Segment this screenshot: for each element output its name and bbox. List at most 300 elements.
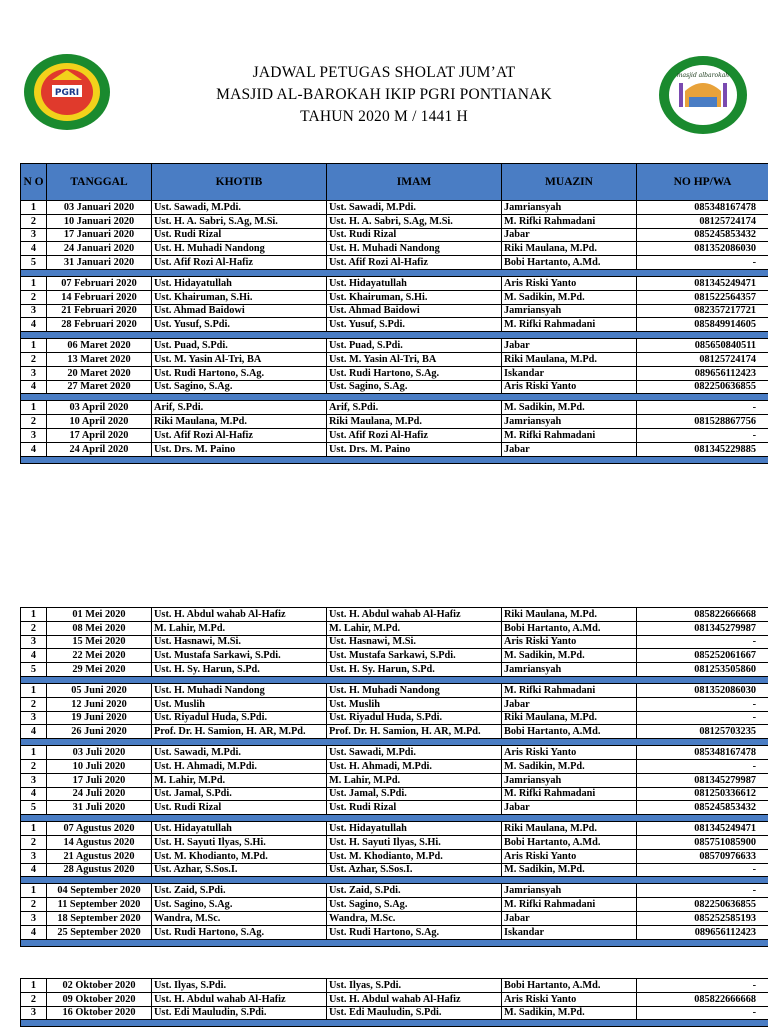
cell-tanggal: 19 Juni 2020 — [47, 711, 152, 725]
cell-khotib: Ust. Ilyas, S.Pdi. — [152, 979, 327, 993]
cell-no-hp: 08125703235 — [637, 725, 768, 739]
cell-khotib: M. Lahir, M.Pd. — [152, 773, 327, 787]
cell-muazin: M. Sadikin, M.Pd. — [502, 401, 637, 415]
table-row — [21, 415, 768, 429]
cell-imam: Ust. Mustafa Sarkawi, S.Pdi. — [327, 649, 502, 663]
cell-imam: Ust. Hidayatullah — [327, 822, 502, 836]
table-row — [21, 863, 768, 877]
cell-imam: Ust. H. Abdul wahab Al-Hafiz — [327, 608, 502, 622]
cell-muazin: Jabar — [502, 339, 637, 353]
cell-muazin: M. Rifki Rahmadani — [502, 318, 637, 332]
table-row — [21, 242, 768, 256]
cell-no: 3 — [21, 228, 47, 242]
cell-no-hp: - — [637, 884, 768, 898]
cell-tanggal: 14 Agustus 2020 — [47, 835, 152, 849]
table-row — [21, 992, 768, 1006]
cell-no: 1 — [21, 608, 47, 622]
month-separator — [21, 939, 768, 946]
cell-muazin: Jamriansyah — [502, 201, 637, 215]
cell-khotib: Ust. H. Muhadi Nandong — [152, 242, 327, 256]
cell-no-hp: 08125724174 — [637, 214, 768, 228]
cell-khotib: Ust. H. Ahmadi, M.Pdi. — [152, 759, 327, 773]
cell-muazin: Aris Riski Yanto — [502, 992, 637, 1006]
cell-no-hp: 081345229885 — [637, 442, 768, 456]
cell-no: 4 — [21, 380, 47, 394]
cell-muazin: M. Sadikin, M.Pd. — [502, 649, 637, 663]
cell-tanggal: 25 September 2020 — [47, 925, 152, 939]
cell-no-hp: 081253505860 — [637, 663, 768, 677]
table-row — [21, 822, 768, 836]
cell-tanggal: 10 April 2020 — [47, 415, 152, 429]
cell-imam: Ust. Rudi Rizal — [327, 228, 502, 242]
cell-tanggal: 03 Januari 2020 — [47, 201, 152, 215]
cell-khotib: Ust. Afif Rozi Al-Hafiz — [152, 428, 327, 442]
cell-imam: Ust. H. A. Sabri, S.Ag, M.Si. — [327, 214, 502, 228]
cell-imam: Ust. M. Yasin Al-Tri, BA — [327, 352, 502, 366]
table-row — [21, 849, 768, 863]
cell-no: 3 — [21, 911, 47, 925]
column-header-muazin: MUAZIN — [502, 164, 637, 201]
cell-no-hp: - — [637, 759, 768, 773]
cell-tanggal: 08 Mei 2020 — [47, 621, 152, 635]
cell-tanggal: 11 September 2020 — [47, 898, 152, 912]
cell-muazin: M. Sadikin, M.Pd. — [502, 1006, 637, 1020]
table-row — [21, 663, 768, 677]
table-row — [21, 290, 768, 304]
cell-no: 1 — [21, 746, 47, 760]
cell-muazin: Aris Riski Yanto — [502, 746, 637, 760]
cell-khotib: Ust. Riyadul Huda, S.Pdi. — [152, 711, 327, 725]
cell-no-hp: 085751085900 — [637, 835, 768, 849]
table-row — [21, 621, 768, 635]
cell-no: 3 — [21, 366, 47, 380]
cell-no-hp: - — [637, 256, 768, 270]
cell-tanggal: 15 Mei 2020 — [47, 635, 152, 649]
cell-tanggal: 16 Oktober 2020 — [47, 1006, 152, 1020]
table-row — [21, 339, 768, 353]
cell-no-hp: 081352086030 — [637, 242, 768, 256]
cell-imam: Ust. H. Sayuti Ilyas, S.Hi. — [327, 835, 502, 849]
cell-no: 3 — [21, 428, 47, 442]
cell-no-hp: 081345249471 — [637, 276, 768, 290]
table-row — [21, 276, 768, 290]
cell-no: 5 — [21, 801, 47, 815]
cell-no-hp: 082250636855 — [637, 898, 768, 912]
cell-no: 2 — [21, 621, 47, 635]
cell-imam: Ust. Afif Rozi Al-Hafiz — [327, 256, 502, 270]
cell-no-hp: 081345279987 — [637, 773, 768, 787]
cell-tanggal: 31 Juli 2020 — [47, 801, 152, 815]
table-row — [21, 214, 768, 228]
cell-imam: Ust. Ahmad Baidowi — [327, 304, 502, 318]
table-row — [21, 608, 768, 622]
cell-imam: Ust. Drs. M. Paino — [327, 442, 502, 456]
cell-no-hp: 081345249471 — [637, 822, 768, 836]
cell-muazin: Riki Maulana, M.Pd. — [502, 242, 637, 256]
cell-no-hp: 085252061667 — [637, 649, 768, 663]
cell-khotib: Ust. Jamal, S.Pdi. — [152, 787, 327, 801]
cell-imam: Ust. Hasnawi, M.Si. — [327, 635, 502, 649]
cell-khotib: Ust. H. Abdul wahab Al-Hafiz — [152, 608, 327, 622]
cell-tanggal: 24 April 2020 — [47, 442, 152, 456]
cell-imam: Ust. Sawadi, M.Pdi. — [327, 201, 502, 215]
cell-khotib: Ust. H. Abdul wahab Al-Hafiz — [152, 992, 327, 1006]
cell-no: 1 — [21, 201, 47, 215]
cell-no: 2 — [21, 835, 47, 849]
cell-imam: M. Lahir, M.Pd. — [327, 621, 502, 635]
cell-khotib: Ust. Zaid, S.Pdi. — [152, 884, 327, 898]
cell-no-hp: 085245853432 — [637, 801, 768, 815]
column-header-khotib: KHOTIB — [152, 164, 327, 201]
cell-no-hp: - — [637, 697, 768, 711]
cell-tanggal: 24 Juli 2020 — [47, 787, 152, 801]
cell-khotib: Ust. Sawadi, M.Pdi. — [152, 201, 327, 215]
cell-muazin: Iskandar — [502, 925, 637, 939]
separator-bar — [21, 269, 768, 276]
cell-tanggal: 14 Februari 2020 — [47, 290, 152, 304]
cell-imam: Ust. Hidayatullah — [327, 276, 502, 290]
cell-muazin: Jamriansyah — [502, 773, 637, 787]
cell-no: 4 — [21, 863, 47, 877]
cell-imam: Ust. Azhar, S.Sos.I. — [327, 863, 502, 877]
cell-no: 4 — [21, 725, 47, 739]
cell-muazin: Bobi Hartanto, A.Md. — [502, 621, 637, 635]
cell-khotib: Ust. Ahmad Baidowi — [152, 304, 327, 318]
cell-no: 4 — [21, 242, 47, 256]
cell-no-hp: - — [637, 863, 768, 877]
cell-muazin: Riki Maulana, M.Pd. — [502, 608, 637, 622]
cell-no: 4 — [21, 649, 47, 663]
table-row — [21, 1006, 768, 1020]
cell-no-hp: - — [637, 635, 768, 649]
cell-imam: Ust. Zaid, S.Pdi. — [327, 884, 502, 898]
cell-no-hp: - — [637, 428, 768, 442]
cell-no: 5 — [21, 256, 47, 270]
cell-khotib: Ust. Rudi Rizal — [152, 228, 327, 242]
cell-khotib: Ust. Drs. M. Paino — [152, 442, 327, 456]
cell-khotib: Ust. M. Yasin Al-Tri, BA — [152, 352, 327, 366]
table-row — [21, 380, 768, 394]
table-row — [21, 746, 768, 760]
cell-khotib: Ust. Sagino, S.Ag. — [152, 898, 327, 912]
cell-khotib: Ust. H. A. Sabri, S.Ag, M.Si. — [152, 214, 327, 228]
cell-khotib: Riki Maulana, M.Pd. — [152, 415, 327, 429]
cell-khotib: Ust. M. Khodianto, M.Pd. — [152, 849, 327, 863]
separator-bar — [21, 332, 768, 339]
cell-tanggal: 17 Januari 2020 — [47, 228, 152, 242]
cell-no-hp: 085822666668 — [637, 992, 768, 1006]
table-body — [21, 201, 768, 464]
cell-imam: M. Lahir, M.Pd. — [327, 773, 502, 787]
cell-khotib: Ust. Puad, S.Pdi. — [152, 339, 327, 353]
cell-no: 1 — [21, 276, 47, 290]
cell-no-hp: 085849914605 — [637, 318, 768, 332]
cell-imam: Ust. H. Muhadi Nandong — [327, 683, 502, 697]
cell-khotib: Ust. Hidayatullah — [152, 822, 327, 836]
cell-khotib: Ust. Mustafa Sarkawi, S.Pdi. — [152, 649, 327, 663]
separator-bar — [21, 815, 768, 822]
cell-no: 3 — [21, 635, 47, 649]
cell-muazin: Jamriansyah — [502, 663, 637, 677]
cell-imam: Ust. Rudi Hartono, S.Ag. — [327, 366, 502, 380]
table-row — [21, 979, 768, 993]
cell-imam: Ust. H. Abdul wahab Al-Hafiz — [327, 992, 502, 1006]
svg-text:PGRI: PGRI — [55, 88, 79, 98]
cell-imam: Ust. Khairuman, S.Hi. — [327, 290, 502, 304]
cell-no-hp: 082250636855 — [637, 380, 768, 394]
cell-no: 2 — [21, 992, 47, 1006]
cell-no: 2 — [21, 898, 47, 912]
table-row — [21, 442, 768, 456]
cell-tanggal: 21 Februari 2020 — [47, 304, 152, 318]
ikip-pgri-logo — [22, 52, 112, 132]
separator-bar — [21, 676, 768, 683]
cell-khotib: Ust. H. Sayuti Ilyas, S.Hi. — [152, 835, 327, 849]
cell-tanggal: 17 April 2020 — [47, 428, 152, 442]
cell-imam: Ust. H. Sy. Harun, S.Pd. — [327, 663, 502, 677]
cell-no-hp: - — [637, 401, 768, 415]
cell-no-hp: 08570976633 — [637, 849, 768, 863]
table-body — [21, 979, 768, 1027]
cell-tanggal: 10 Juli 2020 — [47, 759, 152, 773]
cell-no-hp: 085348167478 — [637, 201, 768, 215]
cell-no: 3 — [21, 304, 47, 318]
cell-no: 1 — [21, 339, 47, 353]
cell-khotib: M. Lahir, M.Pd. — [152, 621, 327, 635]
month-separator — [21, 456, 768, 463]
cell-no: 4 — [21, 925, 47, 939]
cell-no-hp: 081528867756 — [637, 415, 768, 429]
month-separator — [21, 332, 768, 339]
cell-tanggal: 28 Februari 2020 — [47, 318, 152, 332]
cell-imam: Wandra, M.Sc. — [327, 911, 502, 925]
cell-khotib: Ust. Afif Rozi Al-Hafiz — [152, 256, 327, 270]
cell-muazin: Jabar — [502, 911, 637, 925]
cell-khotib: Ust. H. Muhadi Nandong — [152, 683, 327, 697]
month-separator — [21, 394, 768, 401]
cell-muazin: M. Rifki Rahmadani — [502, 683, 637, 697]
document-header — [0, 0, 768, 150]
cell-tanggal: 18 September 2020 — [47, 911, 152, 925]
cell-no-hp: 081352086030 — [637, 683, 768, 697]
cell-khotib: Ust. Hidayatullah — [152, 276, 327, 290]
cell-no: 1 — [21, 979, 47, 993]
cell-no-hp: 082357217721 — [637, 304, 768, 318]
cell-imam: Ust. H. Ahmadi, M.Pdi. — [327, 759, 502, 773]
cell-tanggal: 07 Februari 2020 — [47, 276, 152, 290]
separator-bar — [21, 939, 768, 946]
cell-muazin: M. Rifki Rahmadani — [502, 214, 637, 228]
cell-tanggal: 06 Maret 2020 — [47, 339, 152, 353]
column-header-no-hp: NO HP/WA — [637, 164, 768, 201]
table-row — [21, 401, 768, 415]
cell-no-hp: 085650840511 — [637, 339, 768, 353]
table-row — [21, 366, 768, 380]
schedule-table-okt — [20, 978, 768, 1027]
table-row — [21, 318, 768, 332]
cell-muazin: Iskandar — [502, 366, 637, 380]
cell-tanggal: 31 Januari 2020 — [47, 256, 152, 270]
cell-no: 2 — [21, 352, 47, 366]
cell-tanggal: 10 Januari 2020 — [47, 214, 152, 228]
month-separator — [21, 269, 768, 276]
table-row — [21, 352, 768, 366]
schedule-table-mei-sep — [20, 607, 768, 947]
month-separator — [21, 815, 768, 822]
cell-imam: Ust. H. Muhadi Nandong — [327, 242, 502, 256]
cell-imam: Ust. Rudi Rizal — [327, 801, 502, 815]
cell-khotib: Ust. Edi Mauludin, S.Pdi. — [152, 1006, 327, 1020]
cell-tanggal: 20 Maret 2020 — [47, 366, 152, 380]
cell-imam: Ust. Sagino, S.Ag. — [327, 898, 502, 912]
cell-khotib: Ust. Yusuf, S.Pdi. — [152, 318, 327, 332]
cell-no-hp: 08125724174 — [637, 352, 768, 366]
separator-bar — [21, 1020, 768, 1027]
cell-muazin: M. Sadikin, M.Pd. — [502, 863, 637, 877]
table-row — [21, 428, 768, 442]
cell-muazin: Jamriansyah — [502, 415, 637, 429]
cell-tanggal: 29 Mei 2020 — [47, 663, 152, 677]
cell-imam: Ust. Jamal, S.Pdi. — [327, 787, 502, 801]
cell-no-hp: - — [637, 711, 768, 725]
cell-muazin: M. Rifki Rahmadani — [502, 787, 637, 801]
cell-muazin: Riki Maulana, M.Pd. — [502, 711, 637, 725]
cell-no: 5 — [21, 663, 47, 677]
cell-no: 1 — [21, 822, 47, 836]
cell-imam: Ust. Sawadi, M.Pdi. — [327, 746, 502, 760]
cell-tanggal: 03 April 2020 — [47, 401, 152, 415]
table-row — [21, 304, 768, 318]
column-header-no: N O — [21, 164, 47, 201]
cell-tanggal: 07 Agustus 2020 — [47, 822, 152, 836]
cell-no: 2 — [21, 290, 47, 304]
cell-muazin: Bobi Hartanto, A.Md. — [502, 979, 637, 993]
cell-imam: Ust. Rudi Hartono, S.Ag. — [327, 925, 502, 939]
cell-no-hp: 081522564357 — [637, 290, 768, 304]
cell-no-hp: 085348167478 — [637, 746, 768, 760]
separator-bar — [21, 456, 768, 463]
cell-no: 2 — [21, 697, 47, 711]
cell-no-hp: 085822666668 — [637, 608, 768, 622]
title-line-2: MASJID AL-BAROKAH IKIP PGRI PONTIANAK — [150, 86, 618, 104]
table-row — [21, 787, 768, 801]
month-separator — [21, 676, 768, 683]
cell-tanggal: 22 Mei 2020 — [47, 649, 152, 663]
cell-tanggal: 09 Oktober 2020 — [47, 992, 152, 1006]
table-row — [21, 228, 768, 242]
cell-no: 1 — [21, 884, 47, 898]
cell-khotib: Ust. Rudi Hartono, S.Ag. — [152, 366, 327, 380]
cell-khotib: Ust. Rudi Hartono, S.Ag. — [152, 925, 327, 939]
cell-muazin: Aris Riski Yanto — [502, 380, 637, 394]
cell-no-hp: 085245853432 — [637, 228, 768, 242]
cell-khotib: Ust. Khairuman, S.Hi. — [152, 290, 327, 304]
cell-muazin: Riki Maulana, M.Pd. — [502, 352, 637, 366]
cell-tanggal: 28 Agustus 2020 — [47, 863, 152, 877]
table-row — [21, 759, 768, 773]
cell-muazin: Bobi Hartanto, A.Md. — [502, 725, 637, 739]
table-header-row — [21, 164, 768, 201]
cell-no: 3 — [21, 1006, 47, 1020]
cell-muazin: M. Rifki Rahmadani — [502, 428, 637, 442]
month-separator — [21, 739, 768, 746]
cell-imam: Ust. M. Khodianto, M.Pd. — [327, 849, 502, 863]
cell-muazin: Riki Maulana, M.Pd. — [502, 822, 637, 836]
cell-no: 2 — [21, 759, 47, 773]
cell-no: 2 — [21, 214, 47, 228]
table-row — [21, 711, 768, 725]
table-row — [21, 898, 768, 912]
cell-no: 2 — [21, 415, 47, 429]
cell-no: 4 — [21, 318, 47, 332]
cell-tanggal: 24 Januari 2020 — [47, 242, 152, 256]
table-row — [21, 835, 768, 849]
cell-imam: Ust. Yusuf, S.Pdi. — [327, 318, 502, 332]
cell-no: 1 — [21, 401, 47, 415]
table-row — [21, 649, 768, 663]
table-row — [21, 725, 768, 739]
cell-tanggal: 17 Juli 2020 — [47, 773, 152, 787]
cell-tanggal: 13 Maret 2020 — [47, 352, 152, 366]
column-header-tanggal: TANGGAL — [47, 164, 152, 201]
cell-no: 3 — [21, 849, 47, 863]
cell-khotib: Ust. Rudi Rizal — [152, 801, 327, 815]
cell-muazin: Jamriansyah — [502, 884, 637, 898]
cell-tanggal: 21 Agustus 2020 — [47, 849, 152, 863]
cell-tanggal: 27 Maret 2020 — [47, 380, 152, 394]
cell-khotib: Prof. Dr. H. Samion, H. AR, M.Pd. — [152, 725, 327, 739]
cell-tanggal: 01 Mei 2020 — [47, 608, 152, 622]
cell-no-hp: 089656112423 — [637, 925, 768, 939]
cell-muazin: Aris Riski Yanto — [502, 635, 637, 649]
table-row — [21, 201, 768, 215]
cell-muazin: Jabar — [502, 442, 637, 456]
cell-imam: Arif, S.Pdi. — [327, 401, 502, 415]
cell-no-hp: 081250336612 — [637, 787, 768, 801]
cell-no-hp: 085252585193 — [637, 911, 768, 925]
schedule-table-jan-apr — [20, 163, 768, 464]
cell-imam: Ust. Sagino, S.Ag. — [327, 380, 502, 394]
cell-imam: Ust. Ilyas, S.Pdi. — [327, 979, 502, 993]
cell-no: 1 — [21, 683, 47, 697]
cell-muazin: Jabar — [502, 801, 637, 815]
cell-muazin: Bobi Hartanto, A.Md. — [502, 256, 637, 270]
month-separator — [21, 877, 768, 884]
cell-imam: Ust. Edi Mauludin, S.Pdi. — [327, 1006, 502, 1020]
cell-khotib: Ust. Azhar, S.Sos.I. — [152, 863, 327, 877]
cell-imam: Ust. Puad, S.Pdi. — [327, 339, 502, 353]
cell-no: 3 — [21, 773, 47, 787]
cell-tanggal: 02 Oktober 2020 — [47, 979, 152, 993]
cell-imam: Riki Maulana, M.Pd. — [327, 415, 502, 429]
cell-khotib: Arif, S.Pdi. — [152, 401, 327, 415]
title-line-3: TAHUN 2020 M / 1441 H — [150, 108, 618, 126]
separator-bar — [21, 394, 768, 401]
title-line-1: JADWAL PETUGAS SHOLAT JUM’AT — [150, 64, 618, 82]
table-body — [21, 608, 768, 947]
table-row — [21, 256, 768, 270]
column-header-imam: IMAM — [327, 164, 502, 201]
cell-tanggal: 03 Juli 2020 — [47, 746, 152, 760]
cell-muazin: Jamriansyah — [502, 304, 637, 318]
cell-imam: Prof. Dr. H. Samion, H. AR, M.Pd. — [327, 725, 502, 739]
separator-bar — [21, 739, 768, 746]
cell-no-hp: - — [637, 1006, 768, 1020]
table-row — [21, 635, 768, 649]
cell-muazin: Aris Riski Yanto — [502, 849, 637, 863]
cell-muazin: Jabar — [502, 697, 637, 711]
cell-khotib: Ust. Muslih — [152, 697, 327, 711]
